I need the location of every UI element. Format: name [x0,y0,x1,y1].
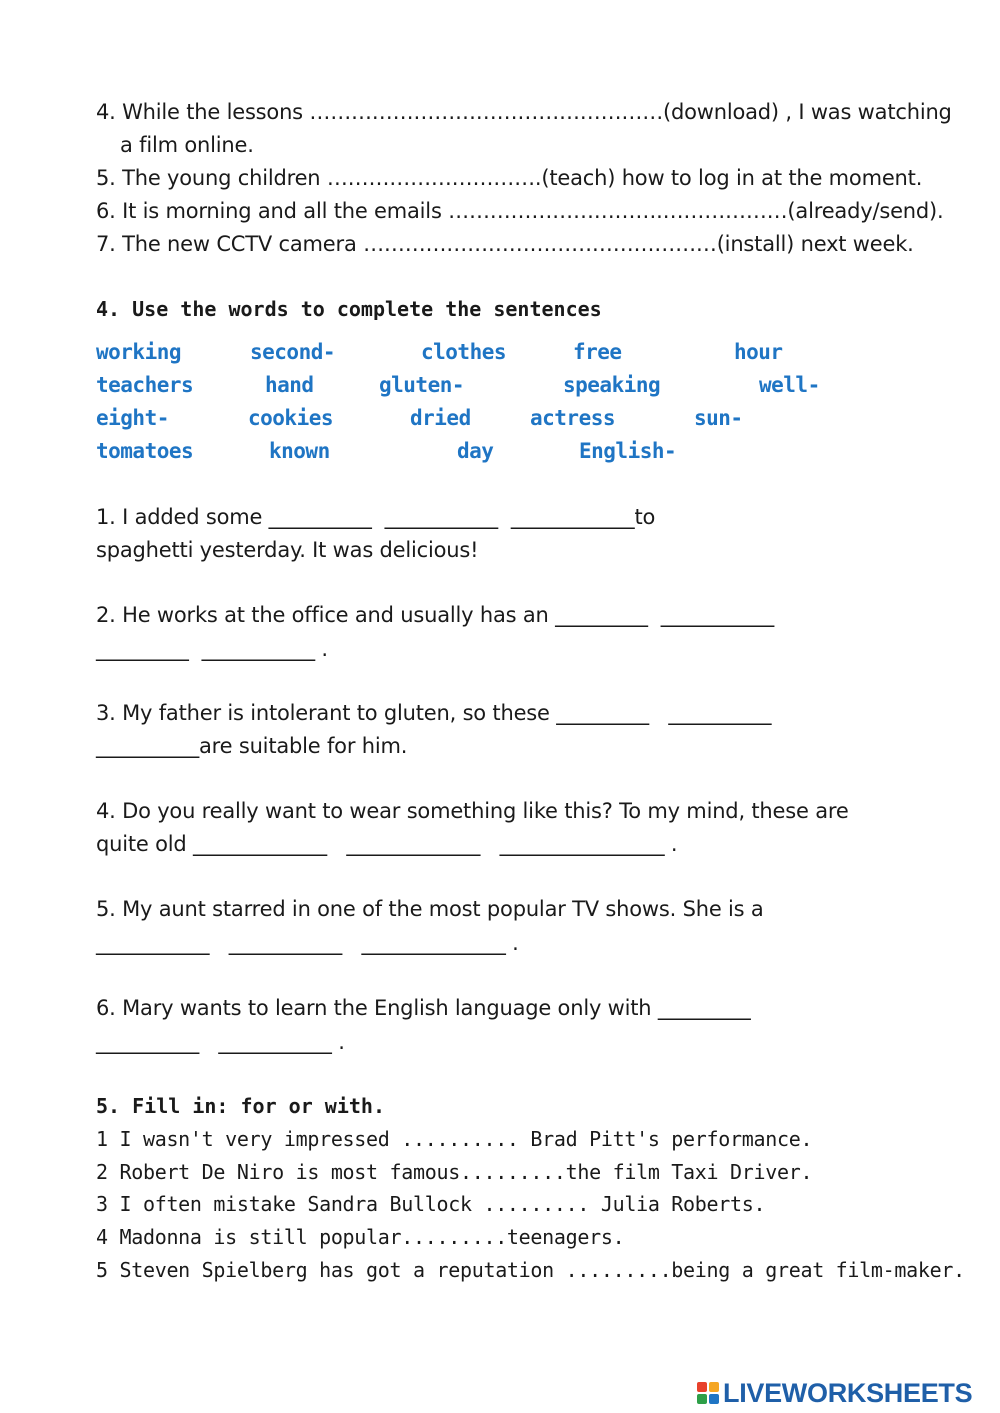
exercise3-item-5: 5. The young children ………………………….(teach) how to log in at the moment. [96,166,923,190]
exercise5-item-3: 3 I often mistake Sandra Bullock ......... Julia Roberts. [96,1192,766,1216]
exercise5-item-5: 5 Steven Spielberg has got a reputation .........being a great film-maker. [96,1258,965,1282]
exercise5-item-1: 1 I wasn't very impressed .......... Brad Pitt's performance. [96,1127,813,1151]
exercise3-item-4-line2: a film online. [120,133,254,157]
word-bank-item: day [457,439,494,463]
word-bank-item: English- [579,439,677,463]
exercise4-sentence-1-line1: 1. I added some __________ ___________ ____________to [96,505,656,529]
exercise4-sentence-1-line2: spaghetti yesterday. It was delicious! [96,538,479,562]
exercise4-sentence-6-line1: 6. Mary wants to learn the English language only with _________ [96,996,751,1020]
word-bank-item: teachers [96,373,194,397]
section4-heading: 4. Use the words to complete the sentences [96,297,602,321]
exercise5-item-4: 4 Madonna is still popular.........teenagers. [96,1225,625,1249]
word-bank-item: free [573,340,622,364]
word-bank-item: hand [265,373,314,397]
word-bank-item: second- [250,340,336,364]
word-bank-item: known [269,439,330,463]
exercise3-item-6: 6. It is morning and all the emails ………………………….………………(already/send). [96,199,944,223]
liveworksheets-logo-icon [697,1382,719,1404]
word-bank-item: cookies [248,406,334,430]
exercise4-sentence-6-line2: __________ ___________ . [96,1030,345,1054]
word-bank-item: actress [530,406,616,430]
word-bank-item: dried [410,406,471,430]
exercise4-sentence-5-line2: ___________ ___________ ______________ . [96,931,519,955]
exercise4-sentence-4-line2: quite old _____________ _____________ ________________ . [96,832,678,856]
word-bank-item: working [96,340,182,364]
exercise4-sentence-3-line2: __________are suitable for him. [96,734,408,758]
liveworksheets-logo-text: LIVEWORKSHEETS [723,1377,973,1408]
exercise3-item-7: 7. The new CCTV camera ……………………………………………(install) next week. [96,232,914,256]
section5-heading: 5. Fill in: for or with. [96,1094,385,1118]
exercise4-sentence-2-line2: _________ ___________ . [96,637,328,661]
word-bank-item: speaking [563,373,661,397]
exercise4-sentence-4-line1: 4. Do you really want to wear something like this? To my mind, these are [96,799,849,823]
word-bank-item: tomatoes [96,439,194,463]
exercise4-sentence-5-line1: 5. My aunt starred in one of the most popular TV shows. She is a [96,897,764,921]
exercise4-sentence-2-line1: 2. He works at the office and usually has an _________ ___________ [96,603,775,627]
word-bank-item: sun- [694,406,743,430]
exercise4-sentence-3-line1: 3. My father is intolerant to gluten, so these _________ __________ [96,701,772,725]
exercise3-item-4-line1: 4. While the lessons ……………………………………………(download) , I was watching [96,100,952,124]
exercise5-item-2: 2 Robert De Niro is most famous.........the film Taxi Driver. [96,1160,813,1184]
liveworksheets-logo [697,1378,972,1408]
word-bank-item: gluten- [379,373,465,397]
word-bank-item: eight- [96,406,169,430]
word-bank-item: hour [734,340,783,364]
word-bank-item: well- [759,373,820,397]
word-bank-item: clothes [421,340,507,364]
